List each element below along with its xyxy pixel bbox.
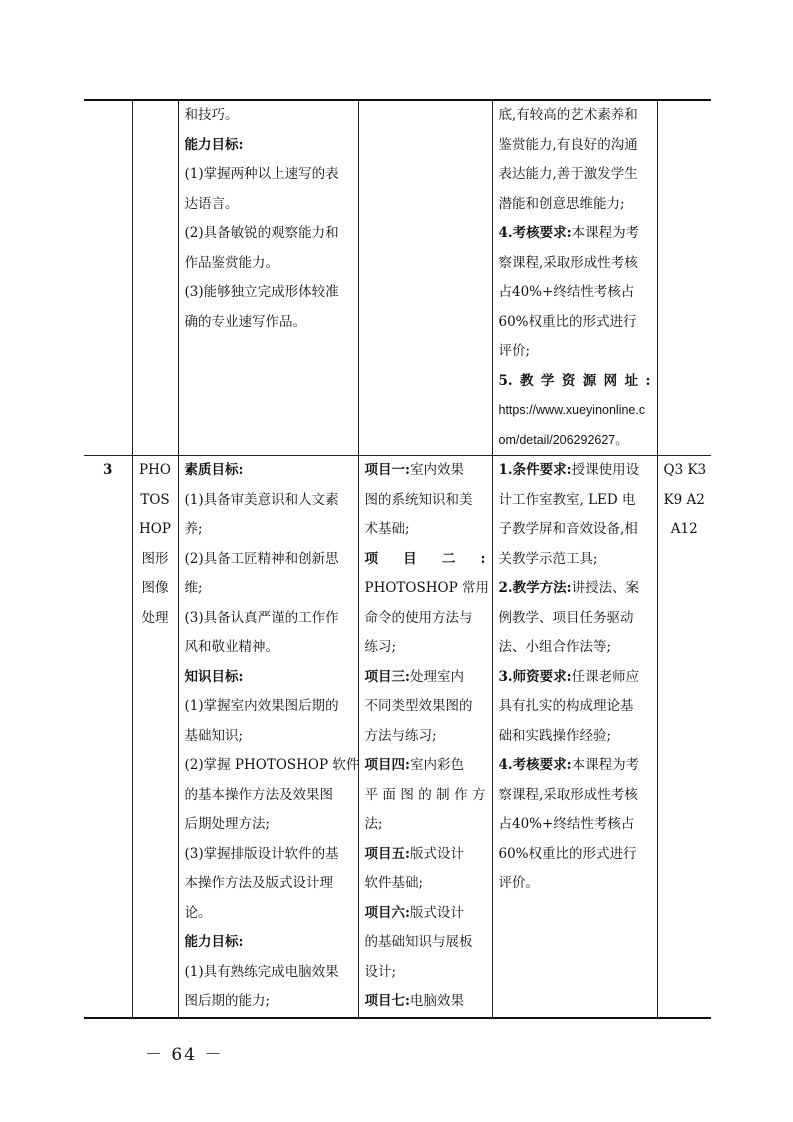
item-text: PHOTOSHOP 常用 <box>364 580 489 596</box>
item-text: 例教学、项目任务驱动 <box>498 609 634 626</box>
item-text: 室内彩色 <box>409 757 464 773</box>
cell-line <box>365 928 486 958</box>
cell-line: (1)具有熟练完成电脑效果 <box>184 963 339 980</box>
item-text: 潜能和创意思维能力; <box>498 195 625 212</box>
cell-line <box>365 663 486 693</box>
objectives-cell <box>178 456 358 1018</box>
cell-line: 养; <box>184 521 203 537</box>
cell-line <box>365 604 486 634</box>
resource-url <box>499 396 651 426</box>
item-text: om/detail/206292627。 <box>498 432 628 447</box>
cell-line: 图后期的能力; <box>184 993 271 1009</box>
item-heading: 项目二: <box>364 550 486 567</box>
table-row <box>84 100 711 456</box>
cell-line <box>365 810 486 840</box>
item-text: 鉴赏能力,有良好的沟通 <box>498 136 638 153</box>
cell-line <box>365 781 486 811</box>
cell-line: (2)具备工匠精神和创新思 <box>184 550 339 567</box>
item-text: 授课使用设 <box>571 462 640 478</box>
item-text: 占40%+终结性考核占 <box>498 284 635 300</box>
cell-line <box>365 722 486 752</box>
item-heading: 5.教学资源网址: <box>498 372 651 389</box>
item-text: 60%权重比的形式进行 <box>498 845 637 862</box>
cell-line <box>499 751 651 781</box>
item-text: 底,有较高的艺术素养和 <box>498 107 638 123</box>
cell-line <box>365 869 486 899</box>
cell-line: 维; <box>184 580 203 596</box>
cell-line: HOP <box>139 521 171 537</box>
item-text: 计工作室教室, LED 电 <box>498 491 636 508</box>
content-cell <box>358 456 492 1018</box>
item-text: 术基础; <box>364 521 410 537</box>
curriculum-table <box>84 99 711 1019</box>
codes-cell <box>657 456 711 1018</box>
item-text: 图的系统知识和美 <box>364 491 473 508</box>
cell-line <box>499 131 651 161</box>
item-heading: 3.师资要求: <box>498 668 572 685</box>
cell-line <box>364 574 489 604</box>
item-text: 室内效果 <box>409 462 464 478</box>
cell-line: 作品鉴赏能力。 <box>184 254 279 271</box>
resource-url <box>499 426 651 456</box>
item-text: 察课程,采取形成性考核 <box>498 254 638 271</box>
item-text: 讲授法、案 <box>571 580 640 596</box>
section-heading: 知识目标: <box>184 668 244 685</box>
cell-line: (1)掌握两种以上速写的表 <box>184 166 339 182</box>
cell-line: 处理 <box>141 609 169 626</box>
item-text: 命令的使用方法与 <box>364 609 473 626</box>
cell-line <box>499 810 651 840</box>
item-heading: 2.教学方法: <box>498 580 572 596</box>
item-text: 评价; <box>498 343 531 359</box>
item-text: https://www.xueyinonline.c <box>498 403 646 417</box>
content-cell <box>358 100 492 456</box>
cell-line <box>499 160 651 190</box>
row-number-cell: 3 <box>84 456 132 1018</box>
item-text: 础和实践操作经验; <box>498 727 612 744</box>
item-heading: 4.考核要求: <box>498 225 572 241</box>
item-text: 法、小组合作法等; <box>498 639 612 655</box>
cell-line: 图形 <box>141 550 169 567</box>
cell-line: TOS <box>140 491 170 508</box>
cell-line <box>365 987 486 1017</box>
course-name-cell <box>132 456 178 1018</box>
cell-line <box>499 337 651 367</box>
cell-line <box>499 486 651 516</box>
item-text: 平面图的制作方 <box>364 786 486 803</box>
cell-line <box>499 515 651 545</box>
cell-line: 确的专业速写作品。 <box>184 313 306 330</box>
item-text: 任课老师应 <box>571 668 640 685</box>
item-text: 察课程,采取形成性考核 <box>498 786 638 803</box>
cell-line: 的基本操作方法及效果图 <box>184 786 333 803</box>
cell-line <box>499 190 651 220</box>
cell-line <box>499 692 651 722</box>
item-text: 版式设计 <box>409 845 464 862</box>
item-text: 法; <box>364 816 383 832</box>
item-text: 方法与练习; <box>364 727 437 744</box>
item-text: 表达能力,善于激发学生 <box>498 166 638 182</box>
cell-line: 风和敬业精神。 <box>184 639 279 655</box>
item-text: 本课程为考 <box>571 757 640 773</box>
cell-line: (3)具备认真严谨的工作作 <box>184 609 339 626</box>
cell-line <box>499 840 651 870</box>
cell-line <box>365 899 486 929</box>
cell-line <box>365 692 486 722</box>
section-heading: 能力目标: <box>184 136 244 153</box>
cell-line: 基础知识; <box>184 727 244 744</box>
cell-line: 图像 <box>141 580 169 596</box>
cell-line <box>365 633 486 663</box>
item-text: 具有扎实的构成理论基 <box>498 698 634 714</box>
cell-line <box>499 781 651 811</box>
cell-line <box>499 456 651 486</box>
cell-line: (2)具备敏锐的观察能力和 <box>184 225 339 241</box>
cell-line <box>499 101 651 131</box>
requirements-cell <box>492 456 657 1018</box>
cell-line <box>499 633 651 663</box>
cell-line: Q3 K3 <box>663 462 707 478</box>
requirements-cell <box>492 100 657 456</box>
cell-line: (3)掌握排版设计软件的基 <box>184 845 339 862</box>
cell-line <box>499 545 651 575</box>
codes-cell <box>657 100 711 456</box>
section-heading: 素质目标: <box>184 462 244 478</box>
item-text: 电脑效果 <box>409 993 464 1009</box>
cell-line <box>499 308 651 338</box>
item-heading: 1.条件要求: <box>498 462 572 478</box>
cell-line <box>365 456 486 486</box>
item-text: 设计; <box>364 963 397 980</box>
item-heading: 项目五: <box>364 845 410 862</box>
course-name-cell <box>132 100 178 456</box>
item-text: 不同类型效果图的 <box>364 698 473 714</box>
item-text: 的基础知识与展板 <box>364 934 473 950</box>
cell-line: 本操作方法及版式设计理 <box>184 875 333 891</box>
cell-line: A12 <box>670 521 698 537</box>
cell-line <box>499 219 651 249</box>
item-heading: 4.考核要求: <box>498 757 572 773</box>
item-text: 练习; <box>364 639 397 655</box>
item-text: 60%权重比的形式进行 <box>498 313 637 330</box>
cell-line <box>499 604 651 634</box>
cell-line <box>365 515 486 545</box>
cell-line: (1)掌握室内效果图后期的 <box>184 698 339 714</box>
cell-line: (3)能够独立完成形体较准 <box>184 284 339 300</box>
cell-line <box>365 486 486 516</box>
item-heading: 项目四: <box>364 757 410 773</box>
cell-line: (1)具备审美意识和人文素 <box>184 491 339 508</box>
item-heading: 项目七: <box>364 993 410 1009</box>
cell-line <box>499 722 651 752</box>
cell-line: K9 A2 <box>663 491 705 508</box>
objectives-cell <box>178 100 358 456</box>
cell-line <box>365 958 486 988</box>
cell-line: PHO <box>139 462 171 478</box>
item-heading: 项目三: <box>364 668 410 685</box>
cell-line <box>499 663 651 693</box>
item-text: 子教学屏和音效设备,相 <box>498 521 638 537</box>
page-number: － 64 － <box>145 1045 224 1065</box>
cell-line <box>499 574 651 604</box>
section-heading: 能力目标: <box>184 934 244 950</box>
cell-line <box>499 249 651 279</box>
cell-line <box>365 751 486 781</box>
cell-line <box>499 869 651 899</box>
cell-line <box>499 278 651 308</box>
item-heading: 项目一: <box>364 462 410 478</box>
item-text: 软件基础; <box>364 875 424 891</box>
item-heading: 项目六: <box>364 904 410 921</box>
cell-line: (2)掌握 PHOTOSHOP 软件 <box>184 757 360 773</box>
item-text: 处理室内 <box>409 668 464 685</box>
cell-line: 后期处理方法; <box>184 816 271 832</box>
item-text: 评价。 <box>498 875 539 891</box>
row-number-cell <box>84 100 132 456</box>
item-text: 占40%+终结性考核占 <box>498 816 635 832</box>
cell-line: 论。 <box>184 904 212 921</box>
cell-line <box>365 840 486 870</box>
table-row <box>84 456 711 1018</box>
cell-line <box>499 367 651 397</box>
item-text: 关教学示范工具; <box>498 550 598 567</box>
cell-line: 达语言。 <box>184 195 239 212</box>
cell-line: 和技巧。 <box>184 107 239 123</box>
cell-line <box>365 545 486 575</box>
item-text: 本课程为考 <box>571 225 640 241</box>
item-text: 版式设计 <box>409 904 464 921</box>
